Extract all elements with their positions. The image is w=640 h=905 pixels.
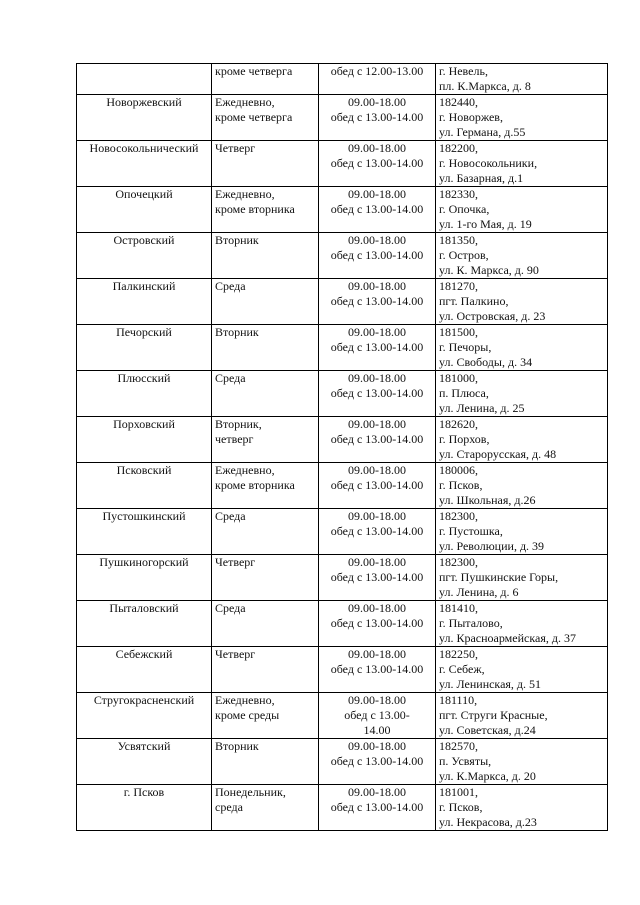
district-cell: Новоржевский: [77, 95, 212, 141]
days-line: кроме вторника: [215, 478, 295, 492]
hours-line: 09.00-18.00: [348, 187, 406, 201]
address-line: ул. Ленина, д. 25: [439, 401, 525, 415]
hours-line: обед с 13.00-14.00: [330, 294, 424, 308]
hours-line: 09.00-18.00: [348, 647, 406, 661]
address-line: г. Новоржев,: [439, 110, 503, 124]
table-row: [77, 417, 608, 463]
address-cell: [436, 739, 608, 785]
reception-days-cell: [212, 233, 319, 279]
days-line: Среда: [215, 371, 246, 385]
hours-line: обед с 13.00-14.00: [330, 110, 424, 124]
days-line: Вторник: [215, 739, 259, 753]
days-line: Ежедневно,: [215, 95, 275, 109]
address-line: пл. К.Маркса, д. 8: [439, 79, 531, 93]
days-line: кроме вторника: [215, 202, 295, 216]
district-cell: [77, 64, 212, 95]
reception-days-cell: [212, 417, 319, 463]
hours-line: 09.00-18.00: [348, 141, 406, 155]
days-line: Четверг: [215, 141, 256, 155]
address-line: 181500,: [439, 325, 478, 339]
address-cell: [436, 785, 608, 831]
address-line: г. Псков,: [439, 478, 483, 492]
working-hours-cell: [319, 601, 436, 647]
address-line: ул. Базарная, д.1: [439, 171, 524, 185]
reception-days-cell: [212, 693, 319, 739]
table-row: [77, 785, 608, 831]
working-hours-cell: [319, 463, 436, 509]
district-cell: Островский: [77, 233, 212, 279]
days-line: четверг: [215, 432, 254, 446]
address-line: г. Себеж,: [439, 662, 485, 676]
address-line: г. Пыталово,: [439, 616, 503, 630]
hours-line: 09.00-18.00: [348, 693, 406, 707]
reception-days-cell: [212, 141, 319, 187]
address-cell: [436, 187, 608, 233]
hours-line: 09.00-18.00: [348, 371, 406, 385]
address-cell: [436, 325, 608, 371]
reception-days-cell: [212, 325, 319, 371]
address-line: 182440,: [439, 95, 478, 109]
working-hours-cell: [319, 371, 436, 417]
days-line: Ежедневно,: [215, 693, 275, 707]
hours-line: обед с 13.00-14.00: [330, 202, 424, 216]
hours-line: 09.00-18.00: [348, 233, 406, 247]
address-cell: [436, 141, 608, 187]
hours-line: 09.00-18.00: [348, 325, 406, 339]
schedule-table-body: [77, 64, 608, 831]
reception-days-cell: [212, 463, 319, 509]
reception-days-cell: [212, 187, 319, 233]
address-line: ул. Красноармейская, д. 37: [439, 631, 576, 645]
hours-line: 14.00: [363, 723, 391, 737]
working-hours-cell: [319, 555, 436, 601]
address-line: г. Новосокольники,: [439, 156, 538, 170]
address-cell: [436, 417, 608, 463]
address-line: ул. 1-го Мая, д. 19: [439, 217, 532, 231]
hours-line: обед с 13.00-14.00: [330, 340, 424, 354]
working-hours-cell: [319, 325, 436, 371]
address-line: ул. Германа, д.55: [439, 125, 526, 139]
table-row: [77, 601, 608, 647]
days-line: Вторник: [215, 233, 259, 247]
reception-days-cell: [212, 785, 319, 831]
address-line: г. Псков,: [439, 800, 483, 814]
district-cell: Пушкиногорский: [77, 555, 212, 601]
table-row: [77, 141, 608, 187]
hours-line: 09.00-18.00: [348, 509, 406, 523]
address-line: г. Опочка,: [439, 202, 490, 216]
address-cell: [436, 647, 608, 693]
address-line: п. Усвяты,: [439, 754, 492, 768]
address-cell: [436, 509, 608, 555]
days-line: кроме четверга: [215, 64, 293, 78]
hours-line: 09.00-18.00: [348, 739, 406, 753]
days-line: кроме среды: [215, 708, 280, 722]
address-line: пгт. Палкино,: [439, 294, 509, 308]
address-line: 181350,: [439, 233, 478, 247]
hours-line: обед с 13.00-14.00: [330, 386, 424, 400]
hours-line: 09.00-18.00: [348, 417, 406, 431]
address-line: г. Печоры,: [439, 340, 492, 354]
address-line: пгт. Пушкинские Горы,: [439, 570, 559, 584]
address-cell: [436, 693, 608, 739]
address-cell: [436, 601, 608, 647]
hours-line: 09.00-18.00: [348, 601, 406, 615]
table-row: [77, 509, 608, 555]
table-row: [77, 647, 608, 693]
table-row: [77, 95, 608, 141]
address-cell: [436, 555, 608, 601]
district-cell: Порховский: [77, 417, 212, 463]
address-line: ул. Советская, д.24: [439, 723, 536, 737]
address-cell: [436, 233, 608, 279]
working-hours-cell: [319, 95, 436, 141]
address-line: ул. Свободы, д. 34: [439, 355, 533, 369]
address-line: 181000,: [439, 371, 478, 385]
district-cell: Пустошкинский: [77, 509, 212, 555]
district-cell: Псковский: [77, 463, 212, 509]
days-line: Среда: [215, 509, 246, 523]
address-line: 181001,: [439, 785, 478, 799]
address-line: ул. Некрасова, д.23: [439, 815, 537, 829]
working-hours-cell: [319, 279, 436, 325]
days-line: Вторник,: [215, 417, 262, 431]
reception-days-cell: [212, 371, 319, 417]
working-hours-cell: [319, 647, 436, 693]
address-line: ул. Школьная, д.26: [439, 493, 536, 507]
hours-line: 09.00-18.00: [348, 785, 406, 799]
address-line: 182200,: [439, 141, 478, 155]
days-line: среда: [215, 800, 243, 814]
address-line: ул. К.Маркса, д. 20: [439, 769, 536, 783]
district-cell: Опочецкий: [77, 187, 212, 233]
days-line: Вторник: [215, 325, 259, 339]
address-line: пгт. Струги Красные,: [439, 708, 548, 722]
address-line: ул. К. Маркса, д. 90: [439, 263, 539, 277]
working-hours-cell: [319, 785, 436, 831]
address-cell: [436, 279, 608, 325]
address-line: 182300,: [439, 555, 478, 569]
address-line: 181270,: [439, 279, 478, 293]
address-cell: [436, 64, 608, 95]
address-line: г. Невель,: [439, 64, 488, 78]
table-row: [77, 463, 608, 509]
table-row: [77, 64, 608, 95]
address-line: г. Пустошка,: [439, 524, 503, 538]
days-line: Среда: [215, 601, 246, 615]
table-row: [77, 555, 608, 601]
address-line: 182330,: [439, 187, 478, 201]
table-row: [77, 739, 608, 785]
working-hours-cell: [319, 417, 436, 463]
hours-line: обед с 13.00-14.00: [330, 478, 424, 492]
district-cell: Себежский: [77, 647, 212, 693]
address-line: г. Порхов,: [439, 432, 490, 446]
hours-line: 09.00-18.00: [348, 463, 406, 477]
address-line: 182300,: [439, 509, 478, 523]
hours-line: обед с 13.00-14.00: [330, 616, 424, 630]
reception-days-cell: [212, 64, 319, 95]
reception-days-cell: [212, 509, 319, 555]
hours-line: 09.00-18.00: [348, 555, 406, 569]
working-hours-cell: [319, 64, 436, 95]
days-line: Четверг: [215, 555, 256, 569]
hours-line: обед с 13.00-14.00: [330, 432, 424, 446]
address-cell: [436, 463, 608, 509]
table-row: [77, 279, 608, 325]
working-hours-cell: [319, 509, 436, 555]
table-row: [77, 371, 608, 417]
reception-days-cell: [212, 601, 319, 647]
address-line: 182570,: [439, 739, 478, 753]
address-line: 182250,: [439, 647, 478, 661]
days-line: Понедельник,: [215, 785, 286, 799]
hours-line: обед с 13.00-: [344, 708, 410, 722]
district-cell: Усвятский: [77, 739, 212, 785]
address-line: 180006,: [439, 463, 478, 477]
working-hours-cell: [319, 187, 436, 233]
hours-line: 09.00-18.00: [348, 279, 406, 293]
hours-line: 09.00-18.00: [348, 95, 406, 109]
district-cell: Плюсский: [77, 371, 212, 417]
address-line: 181410,: [439, 601, 478, 615]
address-line: п. Плюса,: [439, 386, 489, 400]
address-line: ул. Островская, д. 23: [439, 309, 546, 323]
address-line: ул. Старорусская, д. 48: [439, 447, 557, 461]
hours-line: обед с 13.00-14.00: [330, 800, 424, 814]
address-line: г. Остров,: [439, 248, 489, 262]
days-line: Ежедневно,: [215, 187, 275, 201]
days-line: Среда: [215, 279, 246, 293]
reception-days-cell: [212, 279, 319, 325]
address-line: ул. Революции, д. 39: [439, 539, 545, 553]
hours-line: обед с 12.00-13.00: [330, 64, 424, 78]
reception-days-cell: [212, 555, 319, 601]
district-cell: Печорский: [77, 325, 212, 371]
district-cell: Пыталовский: [77, 601, 212, 647]
address-cell: [436, 95, 608, 141]
table-row: [77, 233, 608, 279]
hours-line: обед с 13.00-14.00: [330, 570, 424, 584]
working-hours-cell: [319, 739, 436, 785]
reception-days-cell: [212, 95, 319, 141]
table-row: [77, 325, 608, 371]
address-line: ул. Ленина, д. 6: [439, 585, 519, 599]
days-line: Ежедневно,: [215, 463, 275, 477]
address-line: ул. Ленинская, д. 51: [439, 677, 542, 691]
working-hours-cell: [319, 233, 436, 279]
days-line: кроме четверга: [215, 110, 293, 124]
days-line: Четверг: [215, 647, 256, 661]
district-cell: Палкинский: [77, 279, 212, 325]
hours-line: обед с 13.00-14.00: [330, 662, 424, 676]
district-cell: г. Псков: [77, 785, 212, 831]
hours-line: обед с 13.00-14.00: [330, 248, 424, 262]
hours-line: обед с 13.00-14.00: [330, 524, 424, 538]
hours-line: обед с 13.00-14.00: [330, 754, 424, 768]
address-cell: [436, 371, 608, 417]
address-line: 182620,: [439, 417, 478, 431]
reception-days-cell: [212, 647, 319, 693]
working-hours-cell: [319, 693, 436, 739]
hours-line: обед с 13.00-14.00: [330, 156, 424, 170]
schedule-table: [76, 63, 608, 831]
working-hours-cell: [319, 141, 436, 187]
reception-days-cell: [212, 739, 319, 785]
district-cell: Стругокрасненский: [77, 693, 212, 739]
table-row: [77, 187, 608, 233]
table-row: [77, 693, 608, 739]
district-cell: Новосокольнический: [77, 141, 212, 187]
address-line: 181110,: [439, 693, 478, 707]
